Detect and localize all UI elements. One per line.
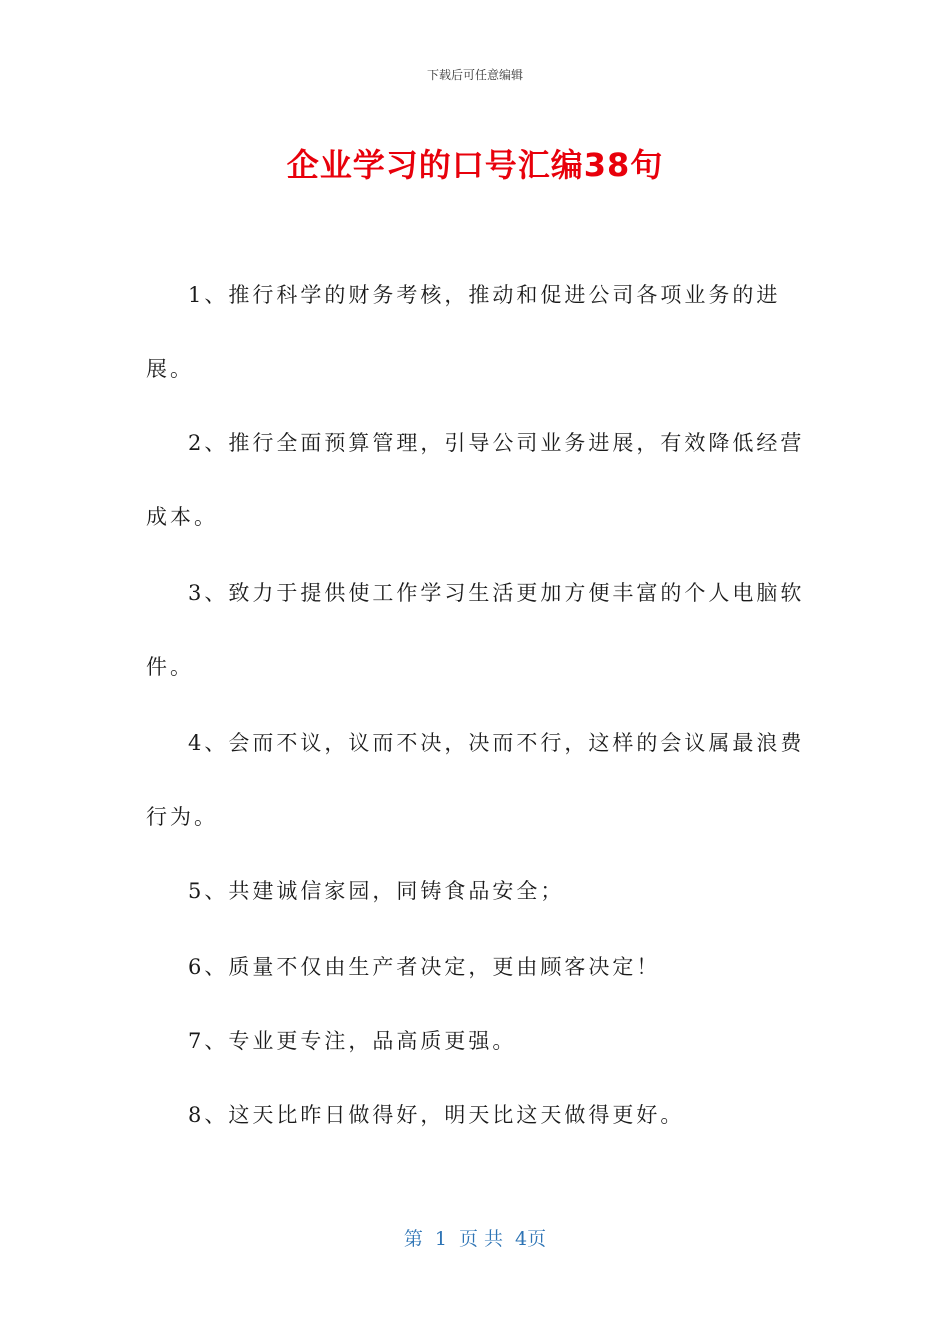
document-title: 企业学习的口号汇编38句: [286, 146, 664, 184]
paragraph-3: 3、致力于提供使工作学习生活更加方便丰富的个人电脑软件。: [146, 581, 805, 679]
paragraph-5: 5、共建诚信家园，同铸食品安全；: [188, 879, 565, 903]
paragraph-4: 4、会而不议，议而不决，决而不行，这样的会议属最浪费行为。: [146, 731, 805, 829]
footer-current-page: 1: [434, 1228, 447, 1250]
page-header-note: 下载后可任意编辑: [426, 68, 523, 82]
paragraph-7: 7、专业更专注，品高质更强。: [188, 1029, 517, 1053]
paragraph-6: 6、质量不仅由生产者决定，更由顾客决定！: [188, 955, 661, 979]
footer-total-pages: 4页: [515, 1228, 547, 1250]
footer-prefix: 第: [403, 1228, 423, 1250]
paragraph-2: 2、推行全面预算管理，引导公司业务进展，有效降低经营成本。: [146, 431, 805, 529]
paragraph-1: 1、推行科学的财务考核，推动和促进公司各项业务的进展。: [146, 283, 781, 381]
paragraph-8: 8、这天比昨日做得好，明天比这天做得更好。: [188, 1103, 685, 1127]
page-footer: [0, 1224, 950, 1251]
footer-middle: 页 共: [458, 1228, 504, 1250]
